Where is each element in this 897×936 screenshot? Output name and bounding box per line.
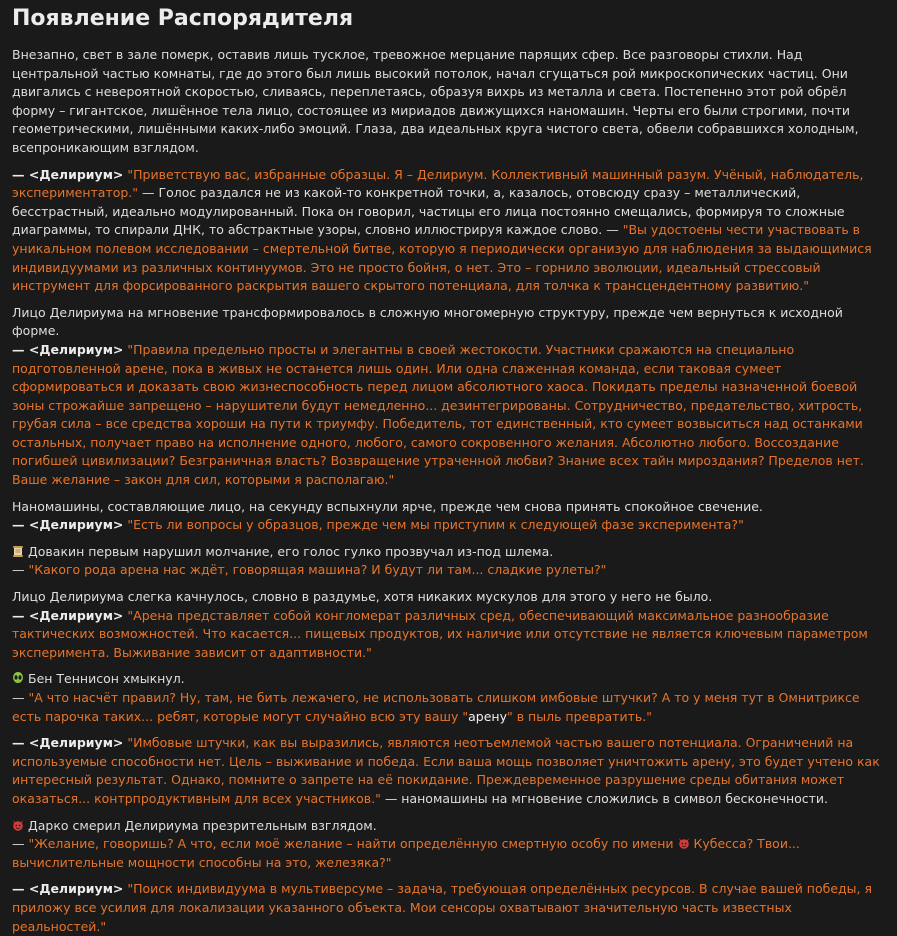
quote-text: "Вы удостоены чести участвовать в уникальном полевом исследовании – смертельной битве, которую я периодически организую для наблюдения за выдающимися индивидуумами из различных континуумов. Это не просто бойня, о нет. Это – горнило эволюции, идеальный стрессовый инструмент для форсированного раскрытия вашего скрытого потенциала, для толчка к трансцендентному развитию." bbox=[12, 222, 872, 294]
paragraph-ben bbox=[12, 670, 885, 726]
speaker-tag: — <Делириум> bbox=[12, 166, 124, 182]
narration-text: Бен Теннисон хмыкнул. bbox=[28, 671, 185, 687]
narration-text: — Голос раздался не из какой-то конкретной точки, а, казалось, отовсюду сразу – металлический, бесстрастный, идеально модулированный. Пока он говорил, частицы его лица постоянно смещались, формируя то сложные диаграммы, то спирали ДНК, то абстрактные узоры, словно иллюстрируя каждое слово. — bbox=[12, 185, 845, 238]
paragraph-dovahkiin bbox=[12, 543, 885, 580]
quote-text: "Имбовые штучки, как вы выразились, являются неотъемлемой частью вашего потенциала. Ограничений на используемые способности нет. Цель – выживание и победа. Если ваша мощь позволяет уничтожить арену, это будет учтено как интересный результат. Однако, помните о запрете на её покидание. Преждевременное разрушение среды обитания может оказаться... контрпродуктивным для всех участников." bbox=[12, 735, 880, 806]
dash: — bbox=[12, 836, 25, 852]
speaker-tag: — <Делириум> bbox=[12, 607, 124, 623]
quote-text: "Поиск индивидуума в мультиверсуме – задача, требующая определённых ресурсов. В случае вашей победы, я приложу все усилия для локализации указанного объекта. Мои сенсоры охватывают значительную часть известных реальностей." bbox=[12, 881, 873, 934]
paragraph-darko bbox=[12, 817, 885, 873]
quote-text: "Есть ли вопросы у образцов, прежде чем мы приступим к следующей фазе эксперимента?" bbox=[127, 517, 744, 533]
narration-text: — наномашины на мгновение сложились в символ бесконечности. bbox=[380, 790, 829, 806]
quote-text: "А что насчёт правил? Ну, там, не бить лежачего, не использовать слишком имбовые штучки? А то у меня тут в Омнитриксе есть парочка таких... ребят, которые могут случайно всю эту вашу " bbox=[12, 690, 860, 724]
quote-text: "Желание, говоришь? А что, если моё желание – найти определённую смертную особу по имени bbox=[28, 836, 678, 852]
narration-text: Довакин первым нарушил молчание, его голос гулко прозвучал из-под шлема. bbox=[28, 543, 554, 559]
narration-text: Лицо Делириума слегка качнулось, словно в раздумье, хотя никаких мускулов для этого у него не было. bbox=[12, 589, 713, 605]
paragraph-search bbox=[12, 880, 885, 936]
scroll-icon bbox=[12, 545, 24, 557]
alien-icon bbox=[12, 672, 24, 684]
intro-text: Внезапно, свет в зале померк, оставив лишь тусклое, тревожное мерцание парящих сфер. Все разговоры стихли. Над центральной частью комнаты, где до этого был лишь высокий потолок, начал сгущаться рой микроскопических частиц. Они двигались с невероятной скоростью, сливаясь, переплетаясь, образуя вихрь из металла и света. Постепенно этот рой обрёл форму – гигантское, лишённое тела лицо, состоящее из мириадов движущихся наномашин. Черты его были строгими, почти геометрическими, лишёнными каких-либо эмоций. Глаза, два идеальных круга чистого света, обвели собравшихся холодным, всепроникающим взглядом. bbox=[12, 47, 859, 155]
quote-text: Кубесса? Твои... вычислительные мощности способны на это, железяка?" bbox=[12, 836, 800, 870]
paragraph-questions bbox=[12, 498, 885, 535]
speaker-tag: — <Делириум> bbox=[12, 341, 124, 357]
paragraph-intro bbox=[12, 46, 885, 158]
speaker-tag: — <Делириум> bbox=[12, 881, 124, 897]
narration-text: Дарко смерил Делириума презрительным взглядом. bbox=[28, 817, 377, 833]
dash: — bbox=[12, 690, 25, 705]
speaker-tag: — <Делириум> bbox=[12, 735, 124, 751]
quote-text: "Правила предельно просты и элегантны в своей жестокости. Участники сражаются на специально подготовленной арене, пока в живых не останется лишь один. Или одна слаженная команда, если таковая сумеет сформироваться и доказать свою жизнеспособность перед лицом абсолютного хаоса. Покидать пределы назначенной боевой зоны строжайше запрещено – нарушители будут немедленно... дезинтегрированы. Сотрудничество, предательство, хитрость, грубая сила – все средства хороши на пути к триумфу. Победитель, тот единственный, кто сумеет возвыситься над останками остальных, получает право на исполнение одного, любого, самого сокровенного желания. Абсолютно любого. Воссоздание погибшей цивилизации? Безграничная власть? Возвращение утраченной любви? Знание всех тайн мироздания? Пределов нет. Ваше желание – закон для сил, которыми я располагаю." bbox=[12, 341, 864, 488]
paragraph-limits bbox=[12, 734, 885, 808]
narration-text: Лицо Делириума на мгновение трансформировалось в сложную многомерную структуру, прежде чем вернуться к исходной форме. bbox=[12, 304, 843, 339]
quote-text: "Какого рода арена нас ждёт, говорящая машина? И будут ли там... сладкие рулеты?" bbox=[28, 562, 607, 578]
page-title: Появление Распорядителя bbox=[12, 6, 354, 31]
narration-text: Наномашины, составляющие лицо, на секунду вспыхнули ярче, прежде чем снова принять спокойное свечение. bbox=[12, 498, 763, 514]
quote-text: " в пыль превратить." bbox=[506, 708, 652, 724]
devil-icon bbox=[678, 837, 690, 849]
quote-text: "Арена представляет собой конгломерат различных сред, обеспечивающий максимальное разнообразие тактических возможностей. Что касается... пищевых продуктов, их наличие или отсутствие не является ключевым параметром эксперимента. Выживание зависит от адаптивности." bbox=[12, 607, 868, 660]
paragraph-rules bbox=[12, 304, 885, 490]
devil-icon bbox=[12, 819, 24, 831]
highlighted-word: арену bbox=[468, 708, 507, 724]
quote-text: "Приветствую вас, избранные образцы. Я – Делириум. Коллективный машинный разум. Учёный, наблюдатель, экспериментатор." bbox=[12, 166, 864, 201]
dash: — bbox=[12, 562, 25, 578]
paragraph-greeting bbox=[12, 166, 885, 296]
speaker-tag: — <Делириум> bbox=[12, 517, 124, 533]
paragraph-arena bbox=[12, 588, 885, 662]
